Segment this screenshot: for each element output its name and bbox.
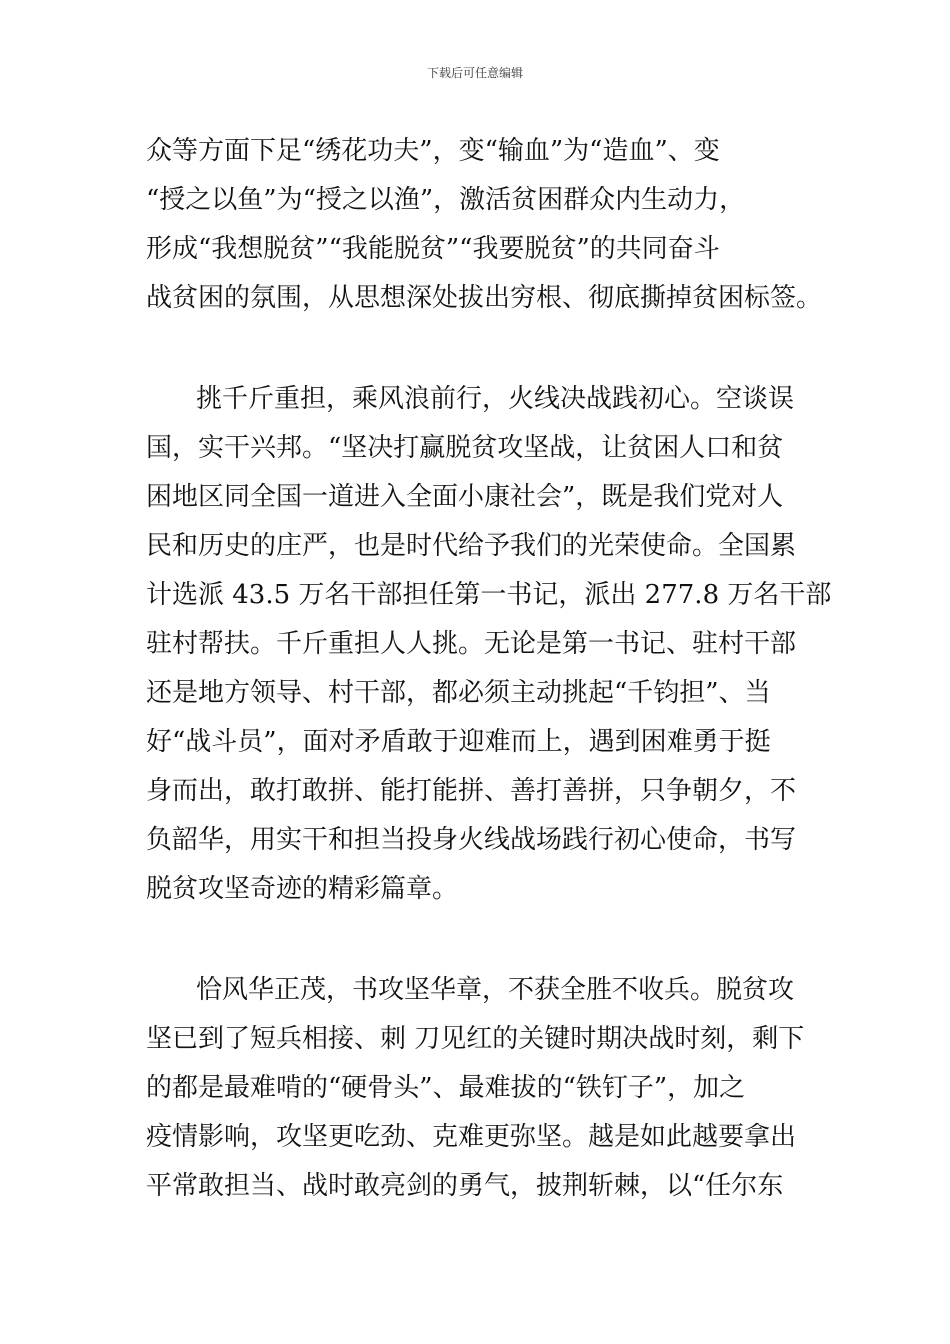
paragraph-line: 驻村帮扶。千斤重担人人挑。无论是第一书记、驻村干部 — [146, 629, 797, 659]
paragraph-line: 国，实干兴邦。“坚决打赢脱贫攻坚战，让贫困人口和贫 — [146, 433, 784, 463]
paragraph-line: 疫情影响，攻坚更吃劲、克难更弥坚。越是如此越要拿出 — [146, 1122, 797, 1152]
paragraph-line: 众等方面下足“绣花功夫”，变“输血”为“造血”、变 — [146, 136, 720, 166]
paragraph-line: 的都是最难啃的“硬骨头”、最难拔的“铁钉子”，加之 — [146, 1073, 746, 1103]
paragraph-line: 战贫困的氛围，从思想深处拔出穷根、彻底撕掉贫困标签。 — [146, 283, 823, 313]
paragraph-line: 负韶华，用实干和担当投身火线战场践行初心使命，书写 — [146, 825, 797, 855]
paragraph-line: “授之以鱼”为“授之以渔”，激活贫困群众内生动力， — [146, 185, 746, 215]
paragraph-line: 还是地方领导、村干部，都必须主动挑起“千钧担”、当 — [146, 678, 771, 708]
paragraph-line: 民和历史的庄严，也是时代给予我们的光荣使命。全国累 — [146, 531, 797, 561]
paragraph-line: 困地区同全国一道进入全面小康社会”，既是我们党对人 — [146, 482, 784, 512]
paragraph-line: 形成“我想脱贫”“我能脱贫”“我要脱贫”的共同奋斗 — [146, 234, 720, 264]
paragraph-line: 平常敢担当、战时敢亮剑的勇气，披荆斩棘，以“任尔东 — [146, 1171, 784, 1201]
paragraph-line: 恰风华正茂，书攻坚华章，不获全胜不收兵。脱贫攻 — [196, 975, 795, 1005]
paragraph-line: 挑千斤重担，乘风浪前行，火线决战践初心。空谈误 — [196, 384, 795, 414]
paragraph-line: 身而出，敢打敢拼、能打能拼、善打善拼，只争朝夕，不 — [146, 776, 797, 806]
paragraph-line: 计选派 43.5 万名干部担任第一书记，派出 277.8 万名干部 — [146, 580, 832, 610]
paragraph-line: 坚已到了短兵相接、刺 刀见红的关键时期决战时刻，剩下 — [146, 1024, 805, 1054]
paragraph-line: 好“战斗员”，面对矛盾敢于迎难而上，遇到困难勇于挺 — [146, 727, 771, 757]
paragraph-line: 脱贫攻坚奇迹的精彩篇章。 — [146, 874, 459, 904]
page-header: 下载后可任意编辑 — [426, 66, 523, 80]
